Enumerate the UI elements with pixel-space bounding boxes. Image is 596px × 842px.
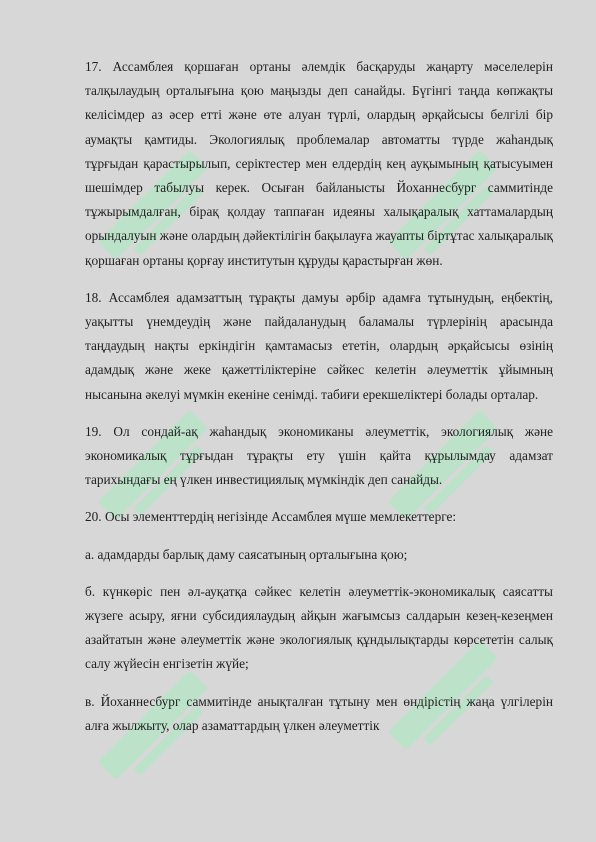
paragraph-18: 18. Ассамблея адамзаттың тұрақты дамуы әрбір адамға тұтынудың, еңбектің, уақытты үнемдеудің және пайдаланудың баламалы түрлерінің арасында таңдаудың нақты еркіндігін қамтамасыз ететін, олардың әрқайсысы өзінің адамдық және жеке қажеттіліктеріне сәйкес келетін әлеуметтік ұйымның нысанына әкелуі мүмкін екеніне сенімді. табиғи ерекшеліктері болады орталар. — [85, 289, 553, 402]
list-item-v: в. Йоханнесбург саммитінде анықталған тұтыну мен өндірістің жаңа үлгілерін алға жылжыту, олар азаматтардың үлкен әлеуметтік — [85, 693, 553, 733]
paragraph-17: 17. Ассамблея қоршаған ортаны әлемдік басқаруды жаңарту мәселелерін талқылаудың орталығына қою маңызды деп санайды. Бүгінгі таңда көпжақты келісімдер аз әсер етті және өте алуан түрлі, олардың әрқайсысы белгілі бір аумақты қамтиды. Экологиялық проблемалар автоматты түрде жаһандық тұрғыдан қарастырылып, серіктестер мен елдердің кең ауқымының қатысуымен шешімдер табылуы керек. Осыған байланысты Йоханнесбург саммитінде тұжырымдалған, бірақ қолдау таппаған идеяны халықаралық хаттамалардың орындалуын және олардың дәйектілігін бақылауға жауапты біртұтас халықаралық қоршаған ортаны қорғау институтын құруды қарастырған жөн. — [85, 59, 553, 268]
document-body — [85, 55, 553, 751]
paragraph-19: 19. Ол сондай-ақ жаһандық экономиканы әлеуметтік, экологиялық және экономикалық тұрғыдан тұрақты ету үшін қайта құрылымдау адамзат тарихындағы ең үлкен инвестициялық мүмкіндік деп санайды. — [85, 423, 553, 488]
list-item-a: а. адамдарды барлық даму саясатының орталығына қою; — [85, 546, 408, 562]
paragraph-20: 20. Осы элементтердің негізінде Ассамблея мүше мемлекеттерге: — [85, 509, 457, 525]
list-item-b: б. күнкөріс пен әл-ауқатқа сәйкес келетін әлеуметтік-экономикалық саясатты жүзеге асыру, яғни субсидиялаудың айқын жағымсыз салдарын кезең-кезеңмен азайтатын және әлеуметтік және экологиялық құндылықтарды көрсететін салық салу жүйесін енгізетін жүйе; — [85, 583, 553, 672]
